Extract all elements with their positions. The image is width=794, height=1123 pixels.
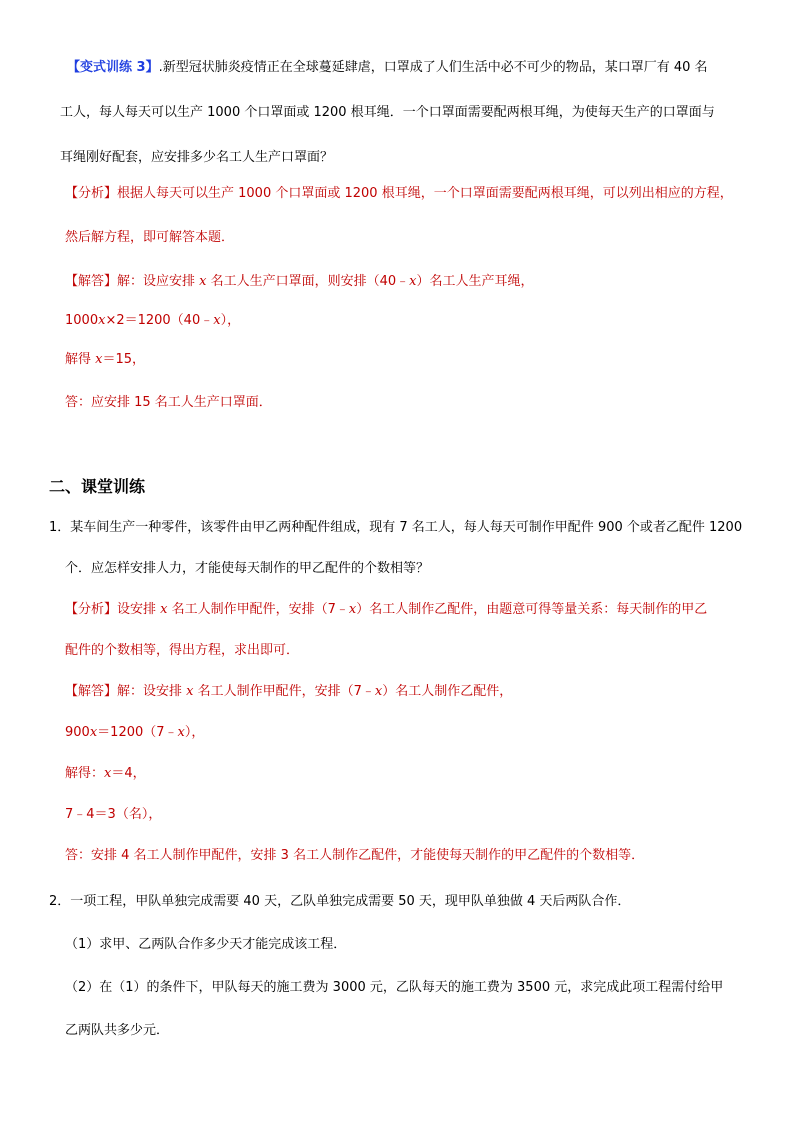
variable-x: x bbox=[186, 684, 194, 699]
variant-result-line bbox=[65, 351, 145, 369]
variable-x: x bbox=[160, 602, 168, 617]
problem2-question-line: 2．一项工程，甲队单独完成需要 40 天，乙队单独完成需要 50 天，现甲队单独做 4 天后两队合作． bbox=[49, 894, 631, 909]
variant-equation-a: 1000 bbox=[65, 313, 99, 328]
problem1-equation-c: ）， bbox=[184, 725, 205, 740]
problem1-analysis-b: 名工人制作甲配件，安排（7﹣ bbox=[167, 602, 349, 617]
variant-tag: 【变式训练 3】 bbox=[67, 60, 159, 75]
variable-x: x bbox=[409, 274, 417, 289]
variable-x: x bbox=[177, 725, 185, 740]
variant-question-line-1 bbox=[67, 59, 708, 77]
variant-solution-text-c: ）名工人生产耳绳， bbox=[416, 274, 534, 289]
variable-x: x bbox=[89, 725, 98, 740]
problem1-solution-c: ）名工人制作乙配件， bbox=[382, 684, 513, 699]
problem1-question-line-2: 个．应怎样安排人力，才能使每天制作的甲乙配件的个数相等？ bbox=[65, 561, 430, 576]
problem1-analysis-line-2: 配件的个数相等，得出方程，求出即可． bbox=[65, 643, 300, 658]
variant-equation-b: ×2＝1200（40﹣ bbox=[105, 313, 214, 328]
variant-analysis-line-2: 然后解方程，即可解答本题． bbox=[65, 230, 235, 245]
problem1-analysis-c: ）名工人制作乙配件，由题意可得等量关系：每天制作的甲乙 bbox=[356, 602, 708, 617]
problem1-question-line-1: 1．某车间生产一种零件，该零件由甲乙两种配件组成，现有 7 名工人，每人每天可制作甲配件 900 个或者乙配件 1200 bbox=[49, 520, 743, 535]
variant-solution-line bbox=[65, 273, 534, 291]
variant-result-b: ＝15， bbox=[102, 352, 146, 367]
problem1-analysis-line-1 bbox=[65, 601, 707, 619]
section-heading: 二、课堂训练 bbox=[49, 477, 146, 496]
problem1-solution-b: 名工人制作甲配件，安排（7﹣ bbox=[193, 684, 375, 699]
variant-solution-text-b: 名工人生产口罩面，则安排（40﹣ bbox=[206, 274, 410, 289]
problem2-part1-line: （1）求甲、乙两队合作多少天才能完成该工程． bbox=[65, 937, 347, 952]
problem1-answer-line: 答：安排 4 名工人制作甲配件，安排 3 名工人制作乙配件，才能使每天制作的甲乙配件的个数相等． bbox=[65, 848, 645, 863]
variant-question-text-1: .新型冠状肺炎疫情正在全球蔓延肆虐，口罩成了人们生活中必不可少的物品，某口罩厂有 40 名 bbox=[158, 60, 708, 75]
variable-x: x bbox=[95, 352, 103, 367]
variant-answer-line: 答：应安排 15 名工人生产口罩面． bbox=[65, 395, 272, 410]
variable-x: x bbox=[199, 274, 207, 289]
variant-analysis-line-1: 【分析】根据人每天可以生产 1000 个口罩面或 1200 根耳绳，一个口罩面需要配两根耳绳，可以列出相应的方程， bbox=[65, 186, 733, 201]
variant-solution-text-a: 【解答】解：设应安排 bbox=[65, 274, 200, 289]
problem1-equation-a: 900 bbox=[65, 725, 90, 740]
variant-question-line-2: 工人，每人每天可以生产 1000 个口罩面或 1200 根耳绳．一个口罩面需要配两根耳绳，为使每天生产的口罩面与 bbox=[60, 105, 715, 120]
problem1-equation-b: ＝1200（7﹣ bbox=[97, 725, 178, 740]
variant-equation-line bbox=[65, 312, 240, 330]
problem1-analysis-a: 【分析】设安排 bbox=[65, 602, 161, 617]
variant-equation-c: ）， bbox=[220, 313, 241, 328]
variant-question-line-3: 耳绳刚好配套，应安排多少名工人生产口罩面？ bbox=[60, 150, 334, 165]
variable-x: x bbox=[98, 313, 106, 328]
problem2-part2-line-1: （2）在（1）的条件下，甲队每天的施工费为 3000 元，乙队每天的施工费为 3500 元，求完成此项工程需付给甲 bbox=[65, 980, 724, 995]
problem1-result-a: 解得： bbox=[65, 766, 105, 781]
variable-x: x bbox=[374, 684, 383, 699]
variable-x: x bbox=[104, 766, 112, 781]
problem1-result-line bbox=[65, 765, 146, 783]
problem1-calc-line: 7﹣4＝3（名）， bbox=[65, 807, 162, 822]
variant-result-a: 解得 bbox=[65, 352, 96, 367]
problem2-part2-line-2: 乙两队共多少元． bbox=[65, 1023, 170, 1038]
problem1-solution-a: 【解答】解：设安排 bbox=[65, 684, 187, 699]
problem1-equation-line bbox=[65, 724, 204, 742]
variable-x: x bbox=[213, 313, 221, 328]
variable-x: x bbox=[348, 602, 357, 617]
problem1-result-b: ＝4， bbox=[111, 766, 146, 781]
problem1-solution-line bbox=[65, 683, 512, 701]
